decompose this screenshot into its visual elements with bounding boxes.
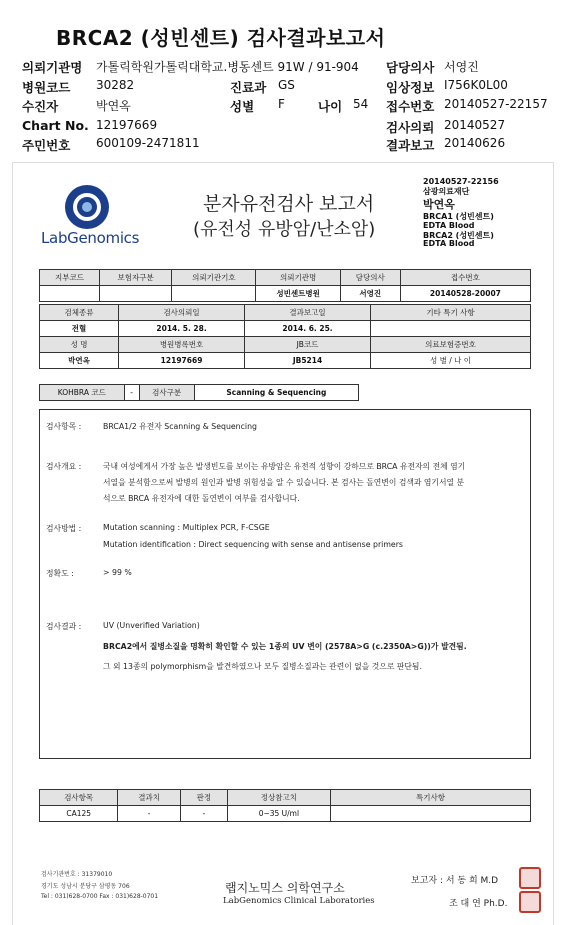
result-line2: 그 외 13종의 polymorphism을 발견하였으나 모두 질병소질과는 관련이 없을 것으로 판단됨.: [103, 662, 422, 671]
accuracy-value: > 99 %: [103, 568, 132, 577]
t3-v: 박연옥: [40, 353, 119, 369]
result-line1: BRCA2에서 질병소질을 명확히 확인할 수 있는 1종의 UV 변이 (2578A>G (c.2350A>G))가 발견됨.: [103, 642, 467, 651]
reporter: 보고자 : 서 동 희 M.D: [411, 876, 499, 886]
chart-label: Chart No.: [22, 118, 89, 133]
age-label: 나이: [318, 99, 343, 114]
t2-v: 2014. 6. 25.: [245, 321, 371, 337]
t1-h: 지부코드: [40, 270, 100, 286]
footer-line1: 검사기관번호 : 31379010: [41, 871, 113, 878]
t3-v: 성 별 / 나 이: [371, 353, 531, 369]
t2-v: 2014. 5. 28.: [119, 321, 245, 337]
item-label: 검사항목 :: [46, 422, 82, 431]
t3-h: JB코드: [245, 337, 371, 353]
kohbra-table: [39, 384, 359, 401]
footer-line3: Tel : 031)628-0700 Fax : 031)628-0701: [41, 893, 159, 900]
kohbra-value: -: [124, 385, 139, 401]
logo-text: LabGenomics: [41, 229, 140, 247]
method-label: 검사구분: [139, 385, 194, 401]
hospital-value: 가톨릭학원가톨릭대학교.병동센트 91W / 91-904: [96, 60, 359, 74]
t1-v: [100, 286, 172, 302]
info-table-1: [39, 269, 531, 302]
t3-h: 의료보험증번호: [371, 337, 531, 353]
rrn-label: 주민번호: [22, 138, 71, 153]
t4-h: 판정: [180, 790, 227, 806]
rrn-value: 600109-2471811: [96, 136, 200, 150]
t3-h: 성 명: [40, 337, 119, 353]
request-value: 20140527: [444, 118, 506, 132]
lab-name-en: LabGenomics Clinical Laboratories: [223, 896, 375, 906]
report-title: 분자유전검사 보고서: [203, 193, 375, 215]
t4-h: 결과치: [118, 790, 181, 806]
patient-value: 박연옥: [96, 99, 131, 113]
code-value: 30282: [96, 78, 135, 92]
t1-h: 접수번호: [400, 270, 530, 286]
receipt-value: 20140527-22157: [444, 97, 548, 111]
t4-v: -: [180, 806, 227, 822]
patient-label: 수진자: [22, 99, 59, 114]
side-specimen1: EDTA Blood: [423, 221, 475, 230]
t4-v: 0~35 U/ml: [227, 806, 330, 822]
method-value: Scanning & Sequencing: [194, 385, 358, 401]
overview-label: 검사개요 :: [46, 462, 82, 471]
reporter-2: 조 대 연 Ph.D.: [449, 899, 508, 909]
t3-age-header: 나 이: [454, 356, 472, 365]
t4-h: 특기사항: [331, 790, 531, 806]
doctor-label: 담당의사: [386, 60, 435, 75]
t3-v: JB5214: [245, 353, 371, 369]
scanned-report: [13, 163, 553, 925]
t4-v: CA125: [40, 806, 118, 822]
clinical-value: I756K0L00: [444, 78, 508, 92]
sex-value: F: [278, 97, 285, 111]
method2-line2: Mutation identification : Direct sequencing with sense and antisense primers: [103, 540, 403, 549]
clinical-label: 임상정보: [386, 80, 435, 95]
result-title: UV (Unverified Variation): [103, 621, 200, 630]
footer-line2: 경기도 성남시 분당구 삼평동 706: [41, 883, 130, 890]
overview-line3: 석으로 BRCA 유전자에 대한 돌연변이 여부를 검사합니다.: [103, 494, 300, 503]
t2-v: 전혈: [40, 321, 119, 337]
overview-line1: 국내 여성에게서 가장 높은 발생빈도를 보이는 유방암은 유전적 성향이 강하므로 BRCA 유전자의 전체 염기: [103, 462, 466, 471]
lab-name-kr: 랩지노믹스 의학연구소: [225, 881, 345, 895]
t2-h: 검체종류: [40, 305, 119, 321]
side-test1: BRCA1 (성빈센트): [423, 212, 494, 221]
dept-label: 진료과: [230, 80, 267, 95]
t3-h: 병원병록번호: [119, 337, 245, 353]
code-label: 병원코드: [22, 80, 71, 95]
overview-line2: 서열을 분석함으로써 발병의 원인과 발병 위험성을 알 수 있습니다. 본 검사는 돌연변이 검색과 염기서열 분: [103, 478, 465, 487]
seal-stamp-icon: [519, 867, 541, 889]
t1-v: [40, 286, 100, 302]
t1-v: 성빈센트병원: [256, 286, 340, 302]
age-value: 54: [353, 97, 369, 111]
report-date-label: 결과보고: [386, 138, 435, 153]
t2-v: [371, 321, 531, 337]
method2-line1: Mutation scanning : Multiplex PCR, F-CSGE: [103, 523, 270, 532]
t4-v: -: [118, 806, 181, 822]
t1-h: 담당의사: [340, 270, 400, 286]
t1-v: [172, 286, 256, 302]
side-test2: BRCA2 (성빈센트): [423, 231, 494, 240]
receipt-label: 접수번호: [386, 99, 435, 114]
t4-v: [331, 806, 531, 822]
page-title: BRCA2 (성빈센트) 검사결과보고서: [56, 26, 386, 50]
t2-h: 기타 특기 사항: [371, 305, 531, 321]
seal-stamp-icon: [519, 891, 541, 913]
t4-h: 검사항목: [40, 790, 118, 806]
side-specimen2: EDTA Blood: [423, 239, 475, 248]
t1-h: 보험자구분: [100, 270, 172, 286]
doctor-value: 서영진: [444, 60, 479, 74]
hospital-label: 의뢰기관명: [22, 60, 83, 75]
sex-label: 성별: [230, 99, 255, 114]
info-table-2: [39, 304, 531, 369]
method2-label: 검사방법 :: [46, 524, 82, 533]
t4-h: 정상참고치: [227, 790, 330, 806]
side-org: 삼광의료재단: [423, 187, 470, 196]
dept-value: GS: [278, 78, 295, 92]
t2-h: 검사의뢰일: [119, 305, 245, 321]
t3-sex-header: 성 별: [429, 356, 447, 365]
logo-dot-icon: [82, 202, 92, 212]
t1-h: 의뢰기관명: [256, 270, 340, 286]
report-subtitle: (유전성 유방암/난소암): [193, 219, 376, 240]
report-date-value: 20140626: [444, 136, 506, 150]
side-patient: 박연옥: [423, 198, 455, 211]
side-receipt: 20140527-22156: [423, 177, 499, 186]
request-label: 검사의뢰: [386, 120, 435, 135]
item-value: BRCA1/2 유전자 Scanning & Sequencing: [103, 422, 257, 431]
t3-v: 12197669: [119, 353, 245, 369]
chart-value: 12197669: [96, 118, 158, 132]
t1-v: 20140528-20007: [400, 286, 530, 302]
accuracy-label: 정확도 :: [46, 569, 74, 578]
result-label: 검사결과 :: [46, 622, 82, 631]
t2-h: 결과보고일: [245, 305, 371, 321]
t1-v: 서영진: [340, 286, 400, 302]
kohbra-label: KOHBRA 코드: [40, 385, 125, 401]
t1-h: 의뢰기관기호: [172, 270, 256, 286]
marker-table: [39, 789, 531, 822]
